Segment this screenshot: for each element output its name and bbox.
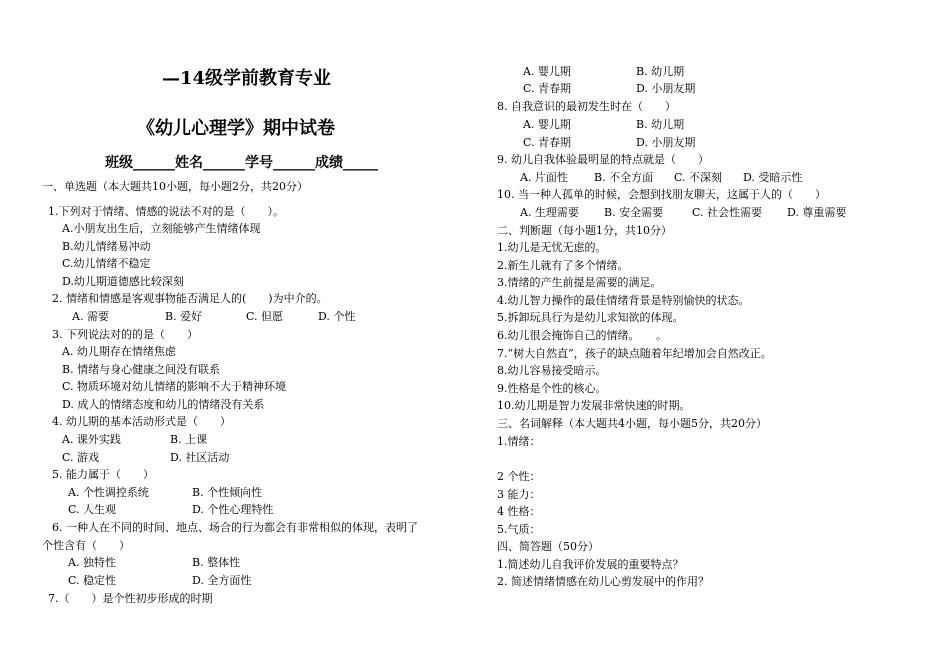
student-info-line: 班级______姓名______学号______成绩_____ [105,155,378,171]
q1-option-b: B.幼儿情绪易冲动 [62,240,151,253]
q8-option-b: B. 幼儿期 [636,118,685,131]
question-1: 1.下列对于情绪、情感的说法不对的是（ ）。 [48,205,284,218]
exam-title: 《幼儿心理学》期中试卷 [137,118,335,139]
q9-option-b: B. 不全方面 [594,171,654,184]
exam-major-title: —14级学前教育专业 [162,68,332,89]
q5-option-d: D. 个性心理特性 [192,503,274,516]
judgement-2: 2.新生儿就有了多个情绪。 [497,259,629,272]
q8-option-d: D. 小朋友期 [636,136,696,149]
q1-option-c: C.幼儿情绪不稳定 [62,257,151,270]
q7-option-c: C. 青春期 [523,82,572,95]
q10-option-c: C. 社会性需要 [692,206,763,219]
section-true-false: 二、判断题（每小题1分，共10分） [497,224,672,237]
section-term-definition: 三、名词解释（本大题共4小题，每小题5分，共20分） [497,417,767,430]
q2-option-c: C. 但愿 [246,310,284,323]
q6-option-b: B. 整体性 [192,556,241,569]
q10-option-a: A. 生理需要 [520,206,579,219]
question-3: 3. 下列说法对的的是（ ） [52,328,198,341]
judgement-7: 7.“树大自然直”，孩子的缺点随着年纪增加会自然改正。 [497,347,772,360]
q3-option-c: C. 物质环境对幼儿情绪的影响不大于精神环境 [62,380,287,393]
q6-option-d: D. 全方面性 [192,574,252,587]
q8-option-c: C. 青春期 [523,136,572,149]
q10-option-d: D. 尊重需要 [787,206,847,219]
q2-option-d: D. 个性 [318,310,356,323]
q6-option-a: A. 独特性 [68,556,116,569]
q9-option-a: A. 片面性 [520,171,568,184]
term-3: 3 能力： [497,488,541,501]
question-5: 5. 能力属于（ ） [52,468,154,481]
term-1: 1.情绪： [497,435,541,448]
q3-option-b: B. 情绪与身心健康之间没有联系 [62,363,221,376]
section-single-choice: 一、单选题（本大题共10小题，每小题2分，共20分） [42,180,308,193]
q5-option-b: B. 个性倾向性 [192,486,263,499]
q1-option-a: A.小朋友出生后，立刻能够产生情绪体现 [62,222,261,235]
question-7: 7.（ ）是个性初步形成的时期 [48,592,213,605]
question-2: 2. 情绪和情感是客观事物能否满足人的( )为中介的。 [52,292,328,305]
question-6-continued: 个性含有（ ） [42,539,130,552]
q4-option-a: A. 课外实践 [62,433,121,446]
question-4: 4. 幼儿期的基本活动形式是（ ） [52,415,231,428]
q2-option-b: B. 爱好 [165,310,203,323]
judgement-1: 1.幼儿是无忧无虑的。 [497,241,607,254]
q7-option-d: D. 小朋友期 [636,82,696,95]
q4-option-b: B. 上课 [170,433,208,446]
judgement-8: 8.幼儿容易接受暗示。 [497,364,607,377]
judgement-3: 3.情绪的产生前提是需要的满足。 [497,276,662,289]
q9-option-c: C. 不深刻 [674,171,723,184]
short-answer-1: 1.简述幼儿自我评价发展的重要特点？ [497,558,684,571]
q2-option-a: A. 需要 [72,310,109,323]
q10-option-b: B. 安全需要 [604,206,664,219]
q3-option-d: D. 成人的情绪态度和幼儿的情绪没有关系 [62,398,265,411]
question-9: 9. 幼儿自我体验最明显的特点就是（ ） [497,153,709,166]
q8-option-a: A. 婴儿期 [523,118,571,131]
q6-option-c: C. 稳定性 [68,574,117,587]
term-4: 4 性格： [497,505,541,518]
judgement-5: 5.拆卸玩具行为是幼儿求知欲的体现。 [497,311,684,324]
q5-option-a: A. 个性调控系统 [68,486,149,499]
judgement-9: 9.性格是个性的核心。 [497,382,607,395]
q9-option-d: D. 受暗示性 [743,171,803,184]
q7-option-b: B. 幼儿期 [636,65,685,78]
term-2: 2 个性： [497,470,541,483]
q3-option-a: A. 幼儿期存在情绪焦虑 [62,345,176,358]
question-8: 8. 自我意识的最初发生时在（ ） [497,100,676,113]
q4-option-c: C. 游戏 [62,451,100,464]
judgement-10: 10.幼儿期是智力发展非常快速的时期。 [497,399,691,412]
short-answer-2: 2. 简述情绪情感在幼儿心剪发展中的作用？ [497,575,709,588]
question-10: 10. 当一种人孤单的时候，会想到找朋友聊天，这属于人的（ ） [497,188,826,201]
section-short-answer: 四、简答题（50分） [497,540,599,553]
judgement-4: 4.幼儿智力操作的最佳情绪背景是特别愉快的状态。 [497,294,750,307]
term-5: 5.气质： [497,523,541,536]
judgement-6: 6.幼儿很会掩饰自己的情绪。 。 [497,329,667,342]
q7-option-a: A. 婴儿期 [523,65,571,78]
q4-option-d: D. 社区活动 [170,451,230,464]
q5-option-c: C. 人生观 [68,503,117,516]
question-6: 6. 一种人在不同的时间、地点、场合的行为都会有非常相似的体现，表明了 [52,521,418,534]
q1-option-d: D.幼儿期道德感比较深刻 [62,275,184,288]
